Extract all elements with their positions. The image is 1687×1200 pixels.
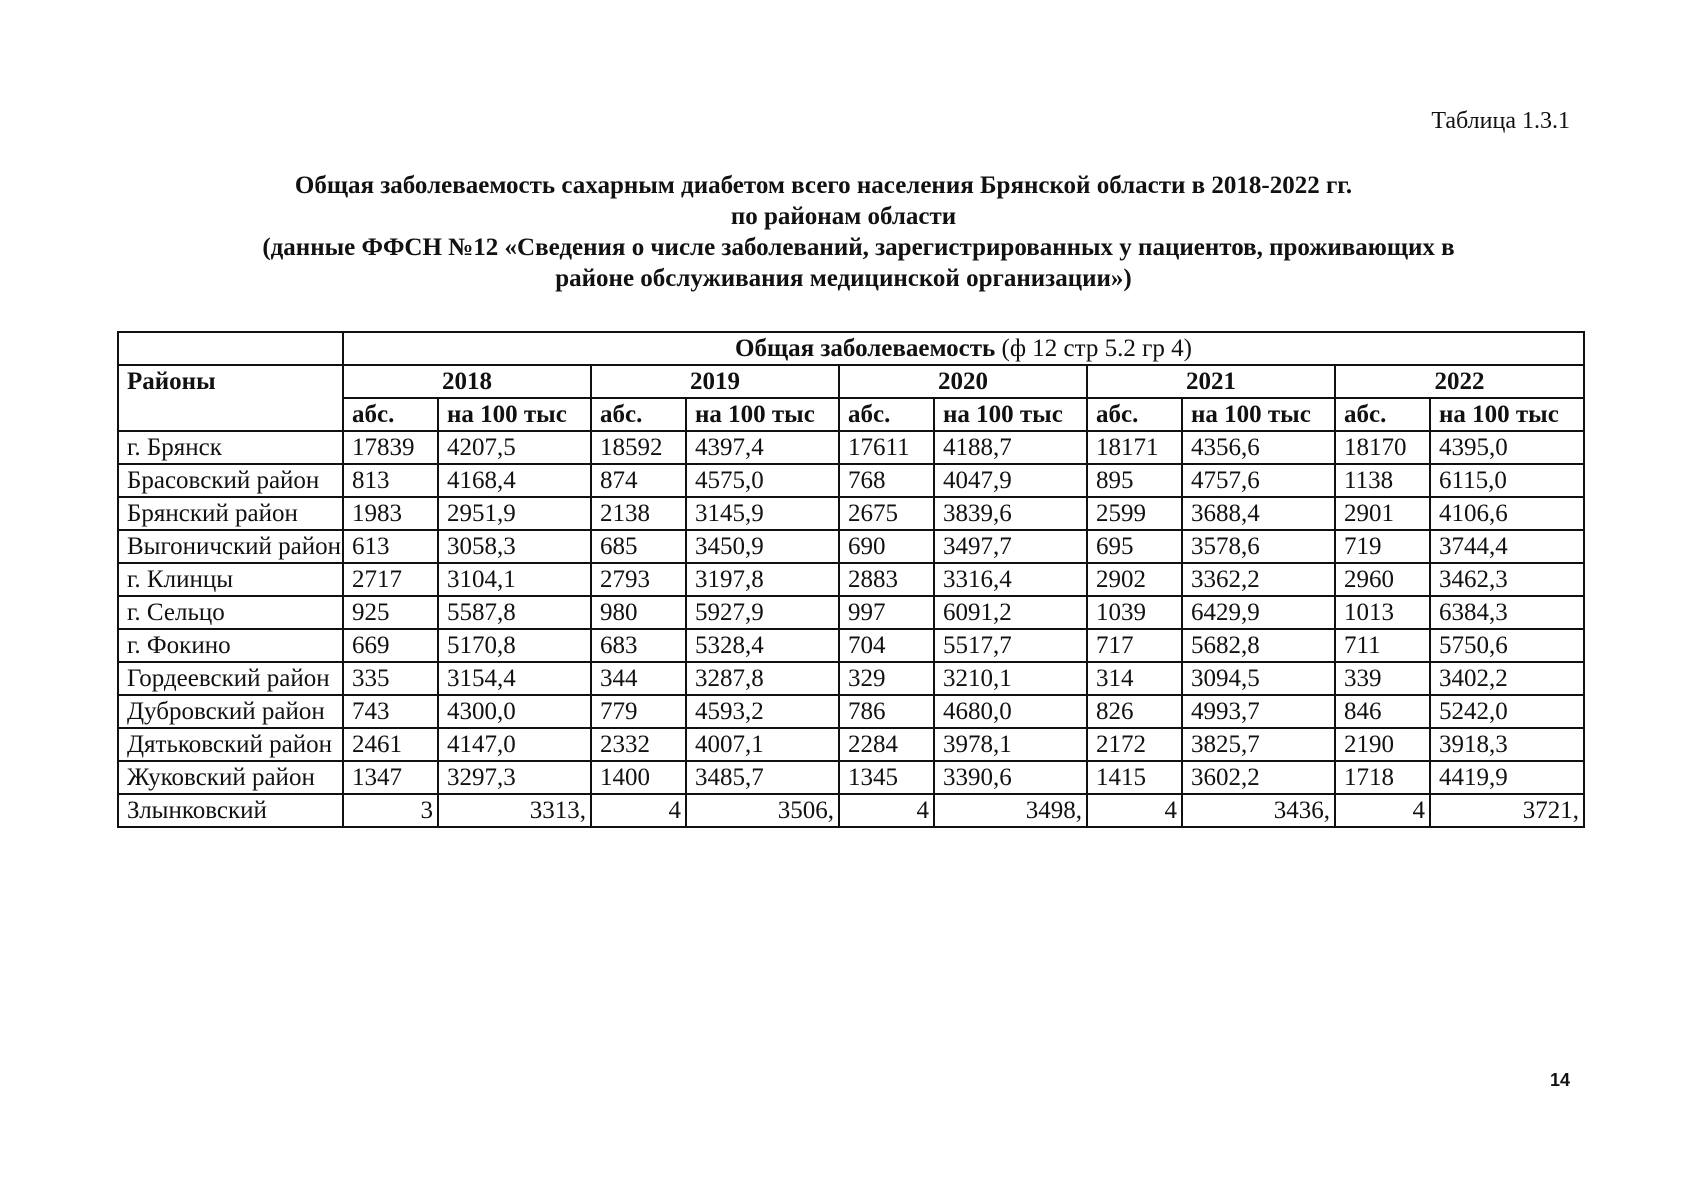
district-name: Жуковский район	[118, 761, 343, 794]
district-name: Дубровский район	[118, 695, 343, 728]
abs-value: 344	[591, 662, 686, 695]
abs-value: 1400	[591, 761, 686, 794]
main-header-bold: Общая заболеваемость	[735, 335, 996, 362]
rate-value: 3436,	[1182, 794, 1335, 827]
abs-value: 2901	[1335, 497, 1430, 530]
rate-value: 6429,9	[1182, 596, 1335, 629]
abs-value: 997	[839, 596, 934, 629]
rate-value: 3197,8	[686, 563, 839, 596]
rate-value: 3497,7	[934, 530, 1087, 563]
abs-value: 779	[591, 695, 686, 728]
year-header: 2021	[1087, 365, 1335, 398]
abs-value: 2793	[591, 563, 686, 596]
abs-value: 980	[591, 596, 686, 629]
abs-value: 786	[839, 695, 934, 728]
heading-line-4: районе обслуживания медицинской организации»)	[555, 265, 1132, 292]
page-number: 14	[1549, 1070, 1570, 1090]
main-header-note: (ф 12 стр 5.2 гр 4)	[995, 335, 1192, 362]
abs-value: 2461	[343, 728, 438, 761]
rate-header: на 100 тыс	[438, 398, 591, 431]
abs-value: 874	[591, 464, 686, 497]
abs-value: 18171	[1087, 431, 1182, 464]
rate-value: 4188,7	[934, 431, 1087, 464]
rate-value: 4047,9	[934, 464, 1087, 497]
abs-header: абс.	[591, 398, 686, 431]
table-row	[118, 596, 1584, 629]
heading-line-3: (данные ФФСН №12 «Сведения о числе заболеваний, зарегистрированных у пациентов, проживающих в	[262, 234, 1455, 261]
abs-value: 2717	[343, 563, 438, 596]
abs-value: 4	[1087, 794, 1182, 827]
rate-value: 3506,	[686, 794, 839, 827]
rate-value: 3602,2	[1182, 761, 1335, 794]
rate-header: на 100 тыс	[934, 398, 1087, 431]
abs-value: 1718	[1335, 761, 1430, 794]
table-row	[118, 629, 1584, 662]
table-body	[118, 431, 1584, 827]
district-name: Выгоничский район	[118, 530, 343, 563]
abs-value: 768	[839, 464, 934, 497]
rate-value: 4395,0	[1430, 431, 1584, 464]
district-name: Гордеевский район	[118, 662, 343, 695]
abs-value: 1013	[1335, 596, 1430, 629]
district-name: Брасовский район	[118, 464, 343, 497]
abs-value: 2172	[1087, 728, 1182, 761]
abs-value: 339	[1335, 662, 1430, 695]
rate-value: 5927,9	[686, 596, 839, 629]
rate-value: 4757,6	[1182, 464, 1335, 497]
abs-value: 826	[1087, 695, 1182, 728]
rate-value: 3825,7	[1182, 728, 1335, 761]
abs-header: абс.	[1087, 398, 1182, 431]
district-name: Дятьковский район	[118, 728, 343, 761]
abs-value: 685	[591, 530, 686, 563]
abs-value: 1039	[1087, 596, 1182, 629]
rate-value: 5170,8	[438, 629, 591, 662]
abs-value: 2138	[591, 497, 686, 530]
rate-value: 4680,0	[934, 695, 1087, 728]
rate-value: 6115,0	[1430, 464, 1584, 497]
year-header: 2020	[839, 365, 1087, 398]
year-header: 2018	[343, 365, 591, 398]
rate-value: 3578,6	[1182, 530, 1335, 563]
abs-value: 3	[343, 794, 438, 827]
abs-value: 1138	[1335, 464, 1430, 497]
abs-value: 2190	[1335, 728, 1430, 761]
abs-value: 683	[591, 629, 686, 662]
abs-value: 2902	[1087, 563, 1182, 596]
abs-header: абс.	[1335, 398, 1430, 431]
rate-value: 3104,1	[438, 563, 591, 596]
rate-value: 3058,3	[438, 530, 591, 563]
district-name: Злынковский	[118, 794, 343, 827]
abs-header: абс.	[343, 398, 438, 431]
abs-value: 17611	[839, 431, 934, 464]
table-row	[118, 497, 1584, 530]
abs-value: 1345	[839, 761, 934, 794]
rate-value: 5682,8	[1182, 629, 1335, 662]
rate-value: 4147,0	[438, 728, 591, 761]
rate-value: 5328,4	[686, 629, 839, 662]
rate-value: 3287,8	[686, 662, 839, 695]
rate-value: 3744,4	[1430, 530, 1584, 563]
district-name: г. Сельцо	[118, 596, 343, 629]
abs-value: 4	[839, 794, 934, 827]
abs-value: 2332	[591, 728, 686, 761]
abs-value: 1415	[1087, 761, 1182, 794]
table-number: Таблица 1.3.1	[1431, 108, 1570, 134]
main-header	[343, 332, 1584, 365]
rate-value: 3462,3	[1430, 563, 1584, 596]
rate-value: 3721,	[1430, 794, 1584, 827]
rate-value: 4397,4	[686, 431, 839, 464]
abs-header: абс.	[839, 398, 934, 431]
table-row	[118, 761, 1584, 794]
rate-header: на 100 тыс	[686, 398, 839, 431]
header-row-main	[118, 332, 1584, 365]
table-row	[118, 728, 1584, 761]
rate-value: 4356,6	[1182, 431, 1335, 464]
rate-value: 6091,2	[934, 596, 1087, 629]
rate-value: 6384,3	[1430, 596, 1584, 629]
table-row	[118, 563, 1584, 596]
abs-value: 669	[343, 629, 438, 662]
abs-value: 717	[1087, 629, 1182, 662]
abs-value: 335	[343, 662, 438, 695]
rate-value: 3313,	[438, 794, 591, 827]
rate-value: 4419,9	[1430, 761, 1584, 794]
rate-value: 4207,5	[438, 431, 591, 464]
rate-value: 3450,9	[686, 530, 839, 563]
rate-value: 4993,7	[1182, 695, 1335, 728]
rate-value: 3297,3	[438, 761, 591, 794]
abs-value: 2284	[839, 728, 934, 761]
abs-value: 711	[1335, 629, 1430, 662]
year-header: 2019	[591, 365, 839, 398]
rate-value: 3094,5	[1182, 662, 1335, 695]
abs-value: 4	[591, 794, 686, 827]
district-header: Районы	[118, 365, 343, 431]
abs-value: 813	[343, 464, 438, 497]
district-name: г. Фокино	[118, 629, 343, 662]
rate-value: 5517,7	[934, 629, 1087, 662]
abs-value: 314	[1087, 662, 1182, 695]
table-row	[118, 464, 1584, 497]
rate-value: 5587,8	[438, 596, 591, 629]
rate-value: 3316,4	[934, 563, 1087, 596]
rate-value: 2951,9	[438, 497, 591, 530]
rate-value: 3839,6	[934, 497, 1087, 530]
abs-value: 18170	[1335, 431, 1430, 464]
table-row	[118, 794, 1584, 827]
rate-header: на 100 тыс	[1182, 398, 1335, 431]
district-name: г. Брянск	[118, 431, 343, 464]
abs-value: 895	[1087, 464, 1182, 497]
rate-value: 4168,4	[438, 464, 591, 497]
rate-value: 5242,0	[1430, 695, 1584, 728]
rate-value: 3485,7	[686, 761, 839, 794]
table-row	[118, 530, 1584, 563]
rate-value: 4575,0	[686, 464, 839, 497]
table-row	[118, 662, 1584, 695]
abs-value: 613	[343, 530, 438, 563]
header-empty-cell	[118, 332, 343, 365]
abs-value: 17839	[343, 431, 438, 464]
district-name: г. Клинцы	[118, 563, 343, 596]
heading-line-1: Общая заболеваемость сахарным диабетом всего населения Брянской области в 2018-2022 гг.	[294, 172, 1353, 199]
abs-value: 2960	[1335, 563, 1430, 596]
abs-value: 846	[1335, 695, 1430, 728]
abs-value: 2675	[839, 497, 934, 530]
heading-line-2: по районам области	[730, 203, 957, 230]
rate-value: 3978,1	[934, 728, 1087, 761]
abs-value: 1983	[343, 497, 438, 530]
abs-value: 4	[1335, 794, 1430, 827]
rate-value: 4007,1	[686, 728, 839, 761]
abs-value: 695	[1087, 530, 1182, 563]
table-row	[118, 695, 1584, 728]
abs-value: 925	[343, 596, 438, 629]
abs-value: 2599	[1087, 497, 1182, 530]
incidence-table	[117, 331, 1585, 828]
rate-value: 4593,2	[686, 695, 839, 728]
rate-value: 3154,4	[438, 662, 591, 695]
table-row	[118, 431, 1584, 464]
abs-value: 2883	[839, 563, 934, 596]
rate-value: 3918,3	[1430, 728, 1584, 761]
abs-value: 329	[839, 662, 934, 695]
rate-value: 3362,2	[1182, 563, 1335, 596]
abs-value: 690	[839, 530, 934, 563]
abs-value: 1347	[343, 761, 438, 794]
document-heading	[0, 170, 1687, 294]
rate-value: 3210,1	[934, 662, 1087, 695]
rate-value: 3390,6	[934, 761, 1087, 794]
rate-value: 3688,4	[1182, 497, 1335, 530]
abs-value: 18592	[591, 431, 686, 464]
rate-header: на 100 тыс	[1430, 398, 1584, 431]
rate-value: 5750,6	[1430, 629, 1584, 662]
rate-value: 4106,6	[1430, 497, 1584, 530]
rate-value: 3402,2	[1430, 662, 1584, 695]
rate-value: 3145,9	[686, 497, 839, 530]
rate-value: 3498,	[934, 794, 1087, 827]
rate-value: 4300,0	[438, 695, 591, 728]
abs-value: 704	[839, 629, 934, 662]
abs-value: 719	[1335, 530, 1430, 563]
header-row-years	[118, 365, 1584, 398]
district-name: Брянский район	[118, 497, 343, 530]
year-header: 2022	[1335, 365, 1584, 398]
abs-value: 743	[343, 695, 438, 728]
